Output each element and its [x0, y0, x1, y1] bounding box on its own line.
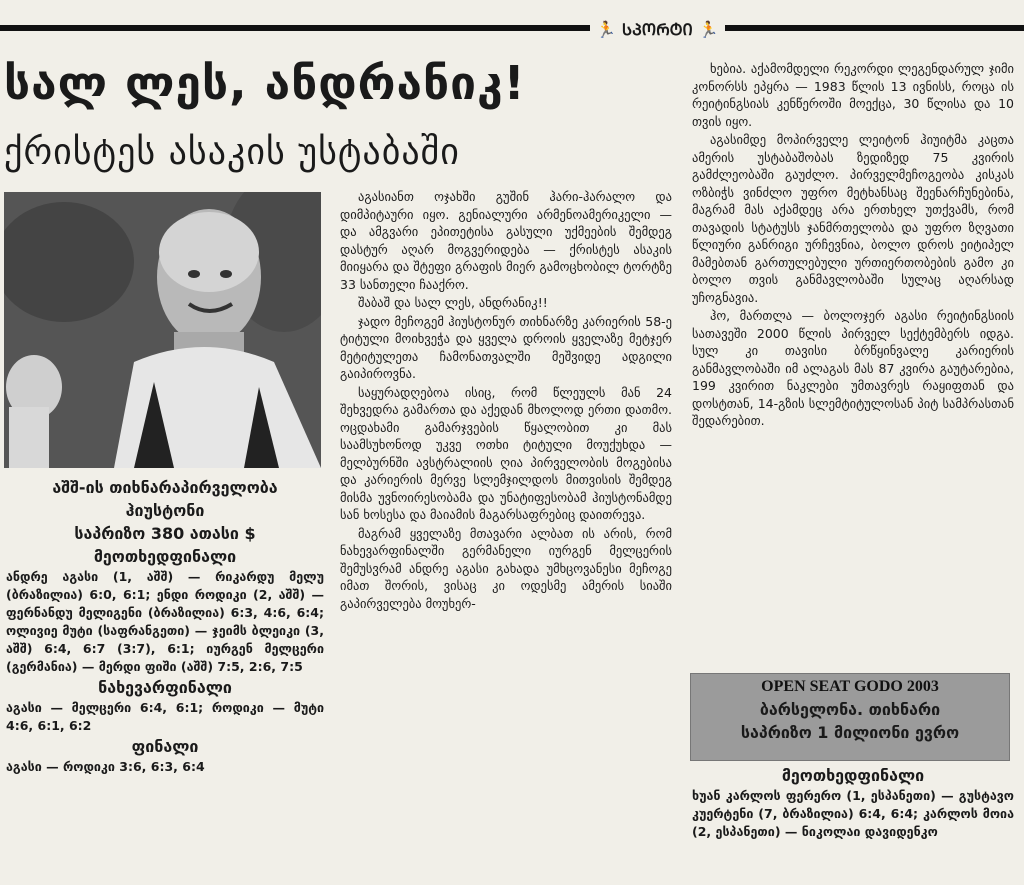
semifinal-results: აგასი — მელცერი 6:4, 6:1; როდიკი — მუტი 4:6, 6:1, 6:2: [6, 700, 324, 733]
tournament-box: [690, 673, 1010, 761]
quarterfinal-results: ანდრე აგასი (1, აშშ) — რიკარდუ მელუ (ბრაზილია) 6:0, 6:1; ენდი როდიკი (2, აშშ) — ფერნანდუ მელიგენი (ბრაზილია) 6:3, 4:6, 6:4; ოლივიე მუტი (საფრანგეთი) — ჯეიმს ბლეიკი (3, აშშ) 6:4, 6:7 (3:7), 6:1; იურგენ მელცერი (გერმანია) — მერდი ფიში (აშშ) 7:5, 2:6, 7:5: [6, 569, 324, 674]
results-column-right: [692, 764, 1014, 841]
player-photo-illustration: [4, 192, 321, 468]
paragraph: აგასიანთ ოჯახში გუშინ ჰარი-ჰარალო და დიმპიტაური იყო. გენიალური არმენოამერიკელი — და ამგვარი ეპითეტისა გასული უქმეების შემდეგ დასტურ აღარ მოგვერიდება — ქრისტეს ასაკის მიიყარა და შტეფი გრაფის მიერ გამოცხობილ ტორტზე 33 სანთელი ჩააქრო.: [340, 189, 672, 292]
final-results: აგასი — როდიკი 3:6, 6:3, 6:4: [6, 759, 205, 774]
article-column-right: [692, 60, 1014, 431]
paragraph: შაბაშ და სალ ლეს, ანდრანიკ!!: [358, 295, 548, 310]
final-heading: ფინალი: [131, 737, 199, 756]
headline: სალ ლეს, ანდრანიკ!: [4, 56, 526, 110]
tournament-box-city: ბარსელონა. თიხნარი: [759, 700, 941, 719]
paragraph: ხებია. აქამომდელი რეკორდი ლეგენდარულ ჯიმი კონორსს ეპყრა — 1983 წლის 13 ივნისს, როცა ის რეიტინგსიას კენწეროში მოექცა, 30 წლისა და 10 თვის იყო.: [692, 61, 1014, 129]
quarterfinal-results-right: ხუან კარლოს ფერერო (1, ესპანეთი) — გუსტავო კუერტენი (7, ბრაზილია) 6:4, 6:4; კარლოს მოია (2, ესპანეთი) — ნიკოლაი დავიდენკო: [692, 788, 1014, 839]
paragraph: მაგრამ ყველაზე მთავარი ალბათ ის არის, რომ ნახევარფინალში გერმანელი იურგენ მელცერის შემუსვრამ ანდრე აგასი გახადა უმხცოვანესი მეჩოგე იმათ შორის, ვისაც კი ოდესმე ამერის სიაში გაპირველება მოუხერ-: [340, 525, 672, 611]
tournament-prize: საპრიზო 380 ათასი $: [74, 524, 256, 543]
runner-icon-right: 🏃: [698, 19, 719, 39]
paragraph: ჰო, მართლა — ბოლოჯერ აგასი რეიტინგსიის სათავეში 2000 წლის პირველ სექტემბერს იდგა. სულ კი თავისი ბრწყინვალე კარიერის განმავლობაში იმ ალაგას მას 87 კვირა გაუტარებია, 199 კვირით ნაკლები უმთავრეს რაყიფთან და დოსტთან, 14-გზის სლემტიტულოსან პიტ სამპრასთან შედარებით.: [692, 308, 1014, 428]
runner-icon: 🏃: [596, 19, 616, 39]
tournament-title: აშშ-ის თიხნარაპირველობა: [52, 478, 278, 497]
section-title: ᲡᲞᲝᲠᲢᲘ: [621, 20, 693, 39]
section-header: [0, 16, 1024, 42]
header-rule: [0, 25, 1024, 31]
subheadline: ქრისტეს ასაკის უსტაბაში: [4, 132, 460, 173]
paragraph: საყურადღებოა ისიც, რომ წლეულს მან 24 შეხვედრა გამართა და აქედან მხოლოდ ერთი დათმო. ოცდახამი გამარჯვების წყალობით კი მას საამსუხონოდ უკვე ოთხი ტიტული მოუქუხდა — მელბურნში ავსტრალიის ღია პირველობის მოგებისა და კარიერის მერვე სლემჯილდოს მითვისის შემდეგ მისმა უვნოირესობამა და უნატიფესობამ ჰიუსტონამდე სან ხოსესა და მაიამის მაგარსაფრებიც დაითრევა.: [340, 384, 672, 522]
results-column: [6, 476, 324, 776]
quarterfinal-heading: მეოთხედფინალი: [93, 547, 237, 566]
player-photo: [4, 192, 321, 468]
paragraph: აგასიმდე მოპირველე ლეიტონ ჰიუიტმა კაცთა ამერის უსტაბაშობას ზედიზედ 75 კვირის გამძლეობაში გაუძლო. პირველმეჩოგეობა კისკას ოზბიჭს ვინძლო უფრო მეტხანსაც შეენარჩუნებინა, მაგრამ მას აქამდეც არა ერთხელ უთქვამს, რომ თავადის სტატუსს ჯანმრთელობა და უფრო ზღვათი წლიური განრიგი ურჩევნია, ბოლო დროს ეიტიპელ მამებთან გართულებული ურთიერთობების გამო კი ბოლო თვის განმავლობაში სულაც აღარსად უჩოგნავია.: [692, 132, 1014, 305]
article-column-middle: [340, 188, 672, 613]
paragraph: ჯადო მეჩოგემ ჰიუსტონურ თიხნარზე კარიერის 58-ე ტიტული მოიხვეჭა და ყველა დროის ყველაზე მეტჯერ მეტიტულეთა ჩამონათვალში მეშვიდე ადგილი გაიპიროვნა.: [340, 313, 672, 381]
tournament-box-prize: საპრიზო 1 მილიონი ევრო: [740, 723, 960, 742]
quarterfinal-heading-right: მეოთხედფინალი: [781, 766, 925, 785]
section-label: [590, 16, 725, 42]
tournament-box-title: OPEN SEAT GODO 2003: [761, 678, 939, 695]
tournament-city: ჰიუსტონი: [125, 501, 205, 520]
semifinal-heading: ნახევარფინალი: [98, 678, 232, 697]
